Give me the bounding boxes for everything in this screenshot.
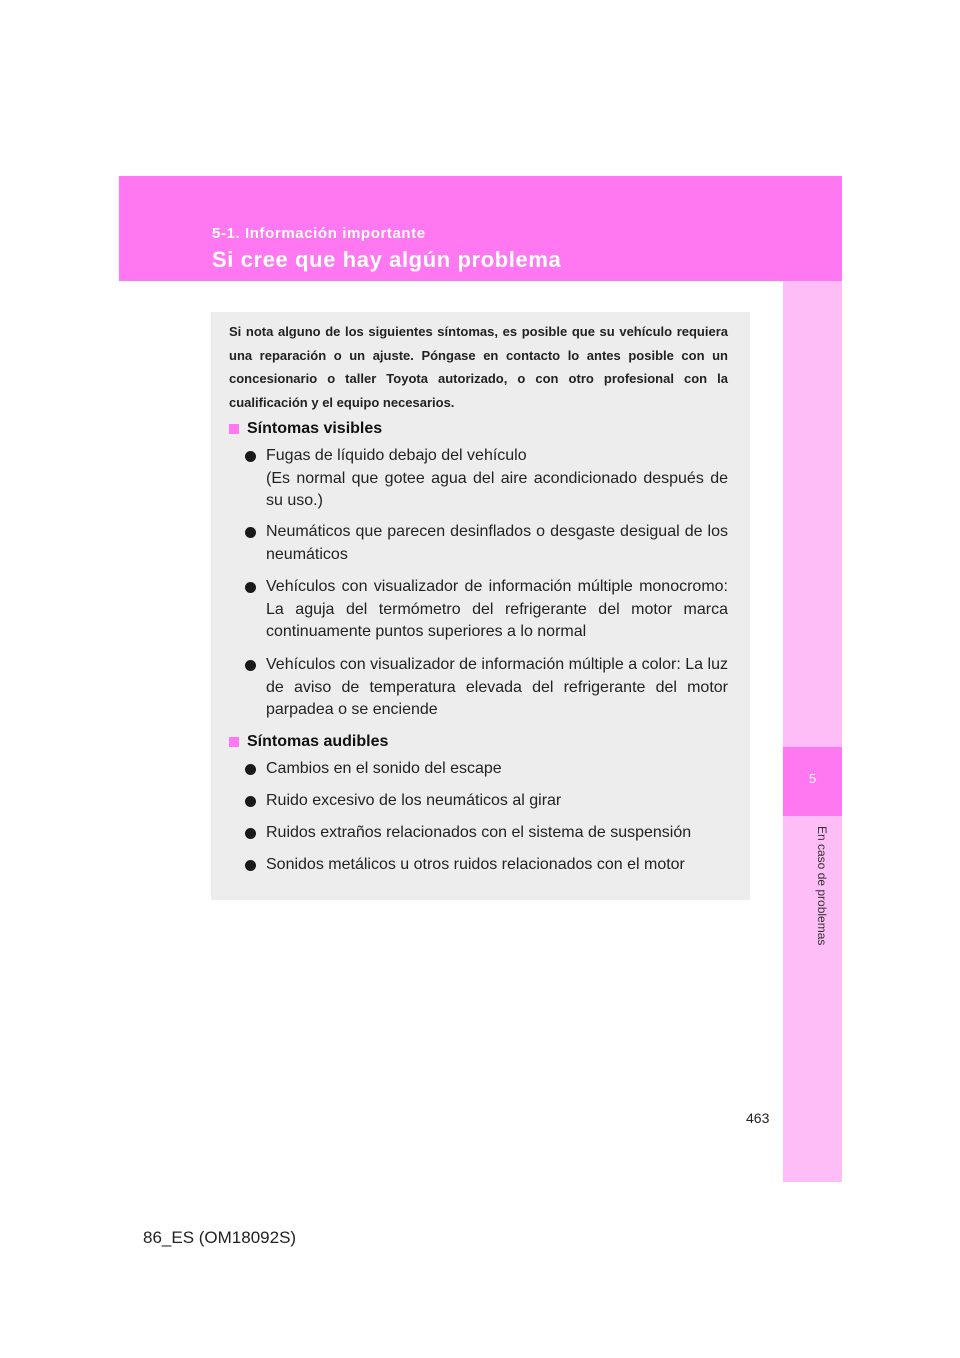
side-tab-strip (783, 281, 842, 1182)
footer-code: 86_ES (OM18092S) (143, 1228, 297, 1247)
list-item-text: Neumáticos que parecen desinflados o desgaste desigual de los neumáticos (266, 523, 728, 563)
list-item (245, 854, 728, 877)
round-bullet-icon (245, 582, 256, 593)
section-label: 5-1. Información importante (212, 225, 426, 242)
list-item-text: Sonidos metálicos u otros ruidos relacionados con el motor (266, 856, 685, 873)
section-heading-audible (229, 733, 388, 751)
chapter-header (119, 176, 842, 281)
list-item (245, 576, 728, 644)
page-title: Si cree que hay algún problema (212, 247, 562, 272)
list-item (245, 790, 728, 813)
round-bullet-icon (245, 764, 256, 775)
round-bullet-icon (245, 796, 256, 807)
list-item (245, 822, 728, 845)
list-item-text: Ruido excesivo de los neumáticos al girar (266, 792, 562, 809)
round-bullet-icon (245, 860, 256, 871)
list-item-text: Fugas de líquido debajo del vehículo (266, 447, 527, 464)
page-number: 463 (746, 1110, 770, 1126)
round-bullet-icon (245, 828, 256, 839)
section-heading-visible (229, 420, 382, 438)
round-bullet-icon (245, 527, 256, 538)
section-heading-text: Síntomas audibles (247, 733, 389, 750)
list-item (245, 521, 728, 566)
chapter-tab-label: En caso de problemas (815, 826, 829, 946)
square-bullet-icon (229, 424, 239, 434)
chapter-number: 5 (808, 771, 817, 786)
symptoms-box (211, 312, 750, 900)
chapter-tab[interactable] (783, 747, 842, 816)
square-bullet-icon (229, 737, 239, 747)
round-bullet-icon (245, 660, 256, 671)
intro-paragraph: Si nota alguno de los siguientes síntomas, es posible que su vehículo requiera una reparación o un ajuste. Póngase en contacto lo antes posible con un concesionario o taller Toyota autorizado, o con otro profesional con la cualificación y el equipo necesarios. (229, 324, 728, 410)
list-item-text: Ruidos extraños relacionados con el sistema de suspensión (266, 824, 692, 841)
section-heading-text: Síntomas visibles (247, 420, 383, 437)
round-bullet-icon (245, 451, 256, 462)
list-item (245, 654, 728, 722)
list-item-text: Vehículos con visualizador de información múltiple a color: La luz de aviso de temperatura elevada del refrigerante del motor parpadea o se enciende (266, 656, 728, 718)
list-item (245, 445, 728, 513)
list-item-text: Vehículos con visualizador de información múltiple monocromo: La aguja del termómetro del refrigerante del motor marca continuamente puntos superiores a lo normal (266, 578, 728, 640)
list-item-note: (Es normal que gotee agua del aire acondicionado después de su uso.) (266, 469, 728, 509)
list-item (245, 758, 728, 781)
list-item-text: Cambios en el sonido del escape (266, 760, 502, 777)
